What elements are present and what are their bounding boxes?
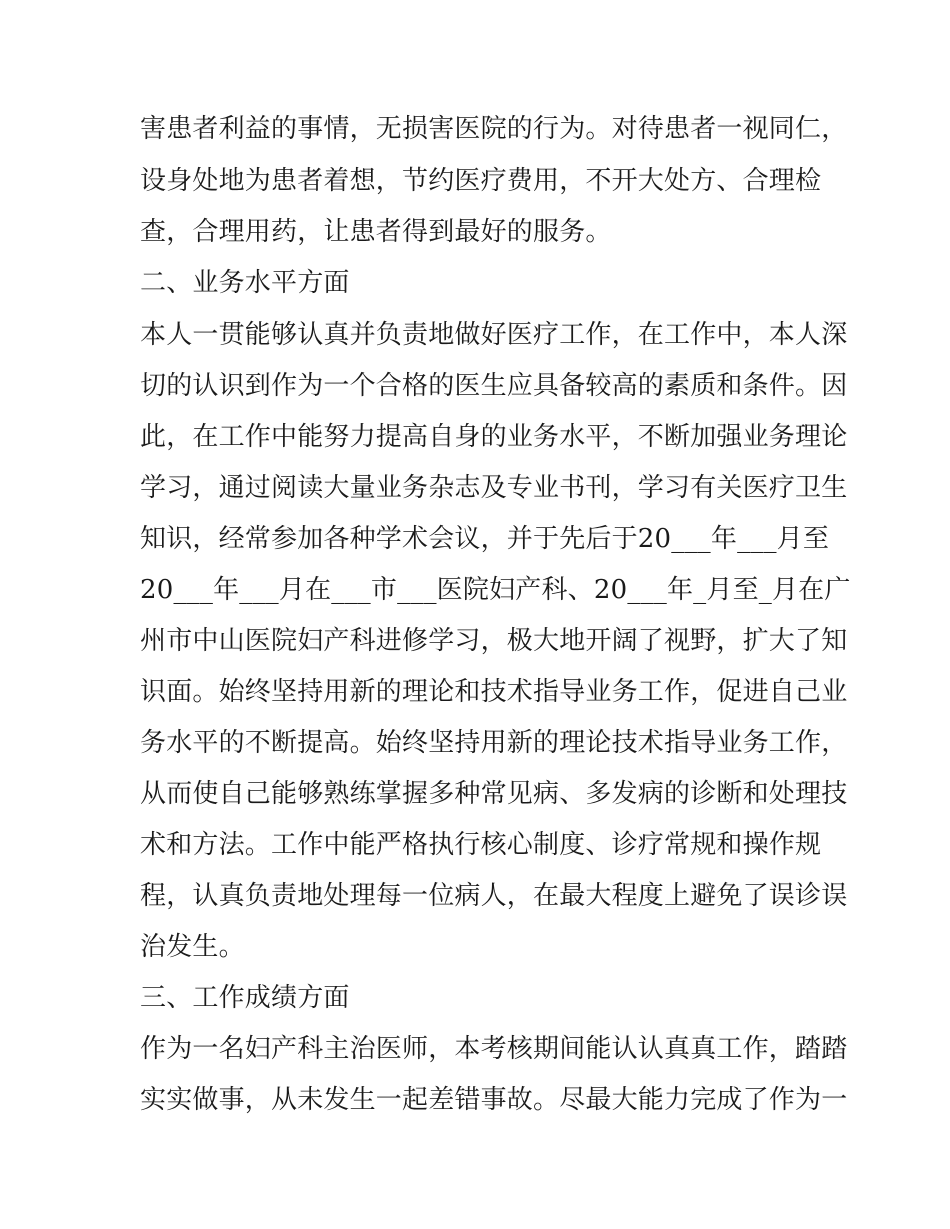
text-line: 程，认真负责地处理每一位病人，在最大程度上避免了误诊误 — [140, 881, 848, 911]
text-line: 本人一贯能够认真并负责地做好医疗工作，在工作中，本人深 — [140, 320, 848, 350]
text-line: 务水平的不断提高。始终坚持用新的理论技术指导业务工作， — [140, 728, 848, 758]
text-line: 设身处地为患者着想，节约医疗费用，不开大处方、合理检 — [140, 166, 822, 196]
text-line: 术和方法。工作中能严格执行核心制度、诊疗常规和操作规 — [140, 830, 822, 860]
text-line: 20___年___月在___市___医院妇产科、20___年_月至_月在广 — [140, 575, 851, 605]
section-heading: 三、工作成绩方面 — [140, 983, 350, 1013]
text-line: 此，在工作中能努力提高自身的业务水平，不断加强业务理论 — [140, 422, 848, 452]
text-line: 作为一名妇产科主治医师，本考核期间能认认真真工作，踏踏 — [140, 1034, 848, 1064]
text-line: 实实做事，从未发生一起差错事故。尽最大能力完成了作为一 — [140, 1085, 848, 1115]
text-line: 治发生。 — [140, 932, 245, 962]
text-line: 知识，经常参加各种学术会议，并于先后于20___年___月至 — [140, 524, 830, 554]
text-line: 识面。始终坚持用新的理论和技术指导业务工作，促进自己业 — [140, 677, 848, 707]
text-line: 从而使自己能够熟练掌握多种常见病、多发病的诊断和处理技 — [140, 779, 848, 809]
text-line: 害患者利益的事情，无损害医院的行为。对待患者一视同仁， — [140, 114, 848, 144]
text-line: 州市中山医院妇产科进修学习，极大地开阔了视野，扩大了知 — [140, 626, 848, 656]
section-heading: 二、业务水平方面 — [140, 268, 350, 298]
text-line: 学习，通过阅读大量业务杂志及专业书刊，学习有关医疗卫生 — [140, 473, 848, 503]
text-line: 切的认识到作为一个合格的医生应具备较高的素质和条件。因 — [140, 371, 848, 401]
text-line: 查，合理用药，让患者得到最好的服务。 — [140, 217, 612, 247]
